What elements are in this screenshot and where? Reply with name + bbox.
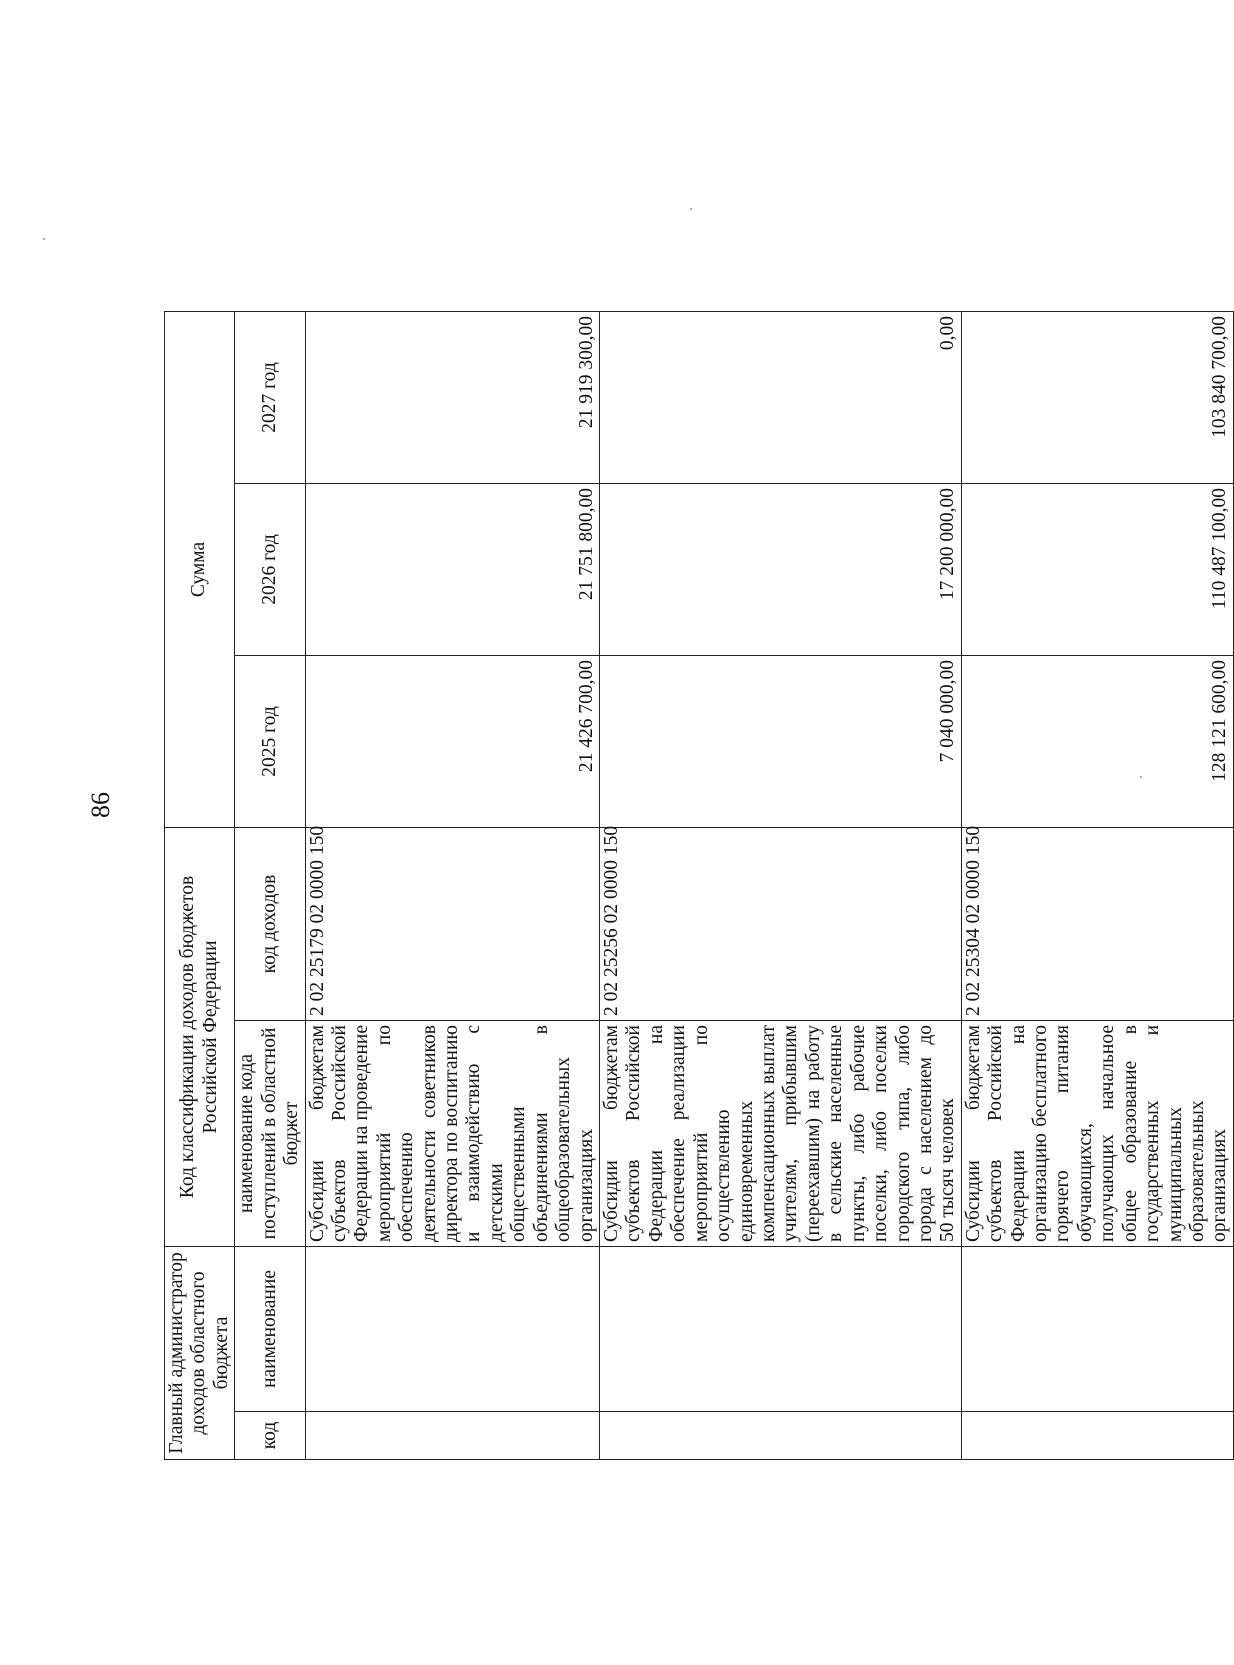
row-code bbox=[961, 1412, 1233, 1460]
row-value-2027: 0,00 bbox=[600, 312, 962, 484]
row-income-name: Субсидии бюджетам субъектов Российской Федерации на обеспечение реализации мероприятий по осуществлению единовременных компенсационных выплат учителям, прибывшим (переехавшим) на работу в сельские населенные пункты, либо рабочие поселки, либо поселки городского типа, либо города с населением до 50 тысяч человек bbox=[600, 1021, 962, 1247]
row-name bbox=[305, 1247, 599, 1412]
header-row-columns bbox=[235, 312, 305, 1460]
scan-speck bbox=[1140, 776, 1142, 778]
header-name: наименование bbox=[235, 1247, 305, 1412]
header-2027: 2027 год bbox=[235, 312, 305, 484]
table-row bbox=[305, 312, 599, 1460]
header-2025: 2025 год bbox=[235, 656, 305, 828]
row-income-code: 2 02 25256 02 0000 150 bbox=[600, 828, 962, 1021]
row-income-code: 2 02 25304 02 0000 150 bbox=[961, 828, 1233, 1021]
header-code: код bbox=[235, 1412, 305, 1460]
income-classification-table bbox=[164, 311, 1234, 1460]
row-income-code: 2 02 25179 02 0000 150 bbox=[305, 828, 599, 1021]
row-income-name: Субсидии бюджетам субъектов Российской Федерации на проведение мероприятий по обеспечению деятельности советников директора по воспитанию и взаимодействию с детскими общественными объединениями в общеобразовательных организациях bbox=[305, 1021, 599, 1247]
rotated-table-sheet bbox=[164, 312, 1231, 1460]
row-value-2027: 103 840 700,00 bbox=[961, 312, 1233, 484]
header-row-groups bbox=[165, 312, 235, 1460]
header-classification-group: Код классификации доходов бюджетов Российской Федерации bbox=[165, 828, 235, 1247]
row-value-2026: 21 751 800,00 bbox=[305, 484, 599, 656]
header-2026: 2026 год bbox=[235, 484, 305, 656]
row-income-name: Субсидии бюджетам субъектов Российской Федерации на организацию бесплатного горячего питания обучающихся, получающих начальное общее образование в государственных и муниципальных образовательных организациях bbox=[961, 1021, 1233, 1247]
page-number: 86 bbox=[86, 792, 115, 818]
header-income-code: код доходов bbox=[235, 828, 305, 1021]
row-value-2025: 7 040 000,00 bbox=[600, 656, 962, 828]
header-sum-group: Сумма bbox=[165, 312, 235, 828]
scan-speck bbox=[43, 238, 45, 240]
row-value-2026: 17 200 000,00 bbox=[600, 484, 962, 656]
row-value-2025: 128 121 600,00 bbox=[961, 656, 1233, 828]
header-admin-group: Главный администратор доходов областного бюджета bbox=[165, 1247, 235, 1460]
row-value-2025: 21 426 700,00 bbox=[305, 656, 599, 828]
row-code bbox=[305, 1412, 599, 1460]
scan-speck bbox=[690, 208, 692, 210]
row-value-2026: 110 487 100,00 bbox=[961, 484, 1233, 656]
row-name bbox=[961, 1247, 1233, 1412]
row-name bbox=[600, 1247, 962, 1412]
table-row bbox=[600, 312, 962, 1460]
table-row bbox=[961, 312, 1233, 1460]
row-value-2027: 21 919 300,00 bbox=[305, 312, 599, 484]
row-code bbox=[600, 1412, 962, 1460]
header-income-name: наименование кода поступлений в областной бюджет bbox=[235, 1021, 305, 1247]
